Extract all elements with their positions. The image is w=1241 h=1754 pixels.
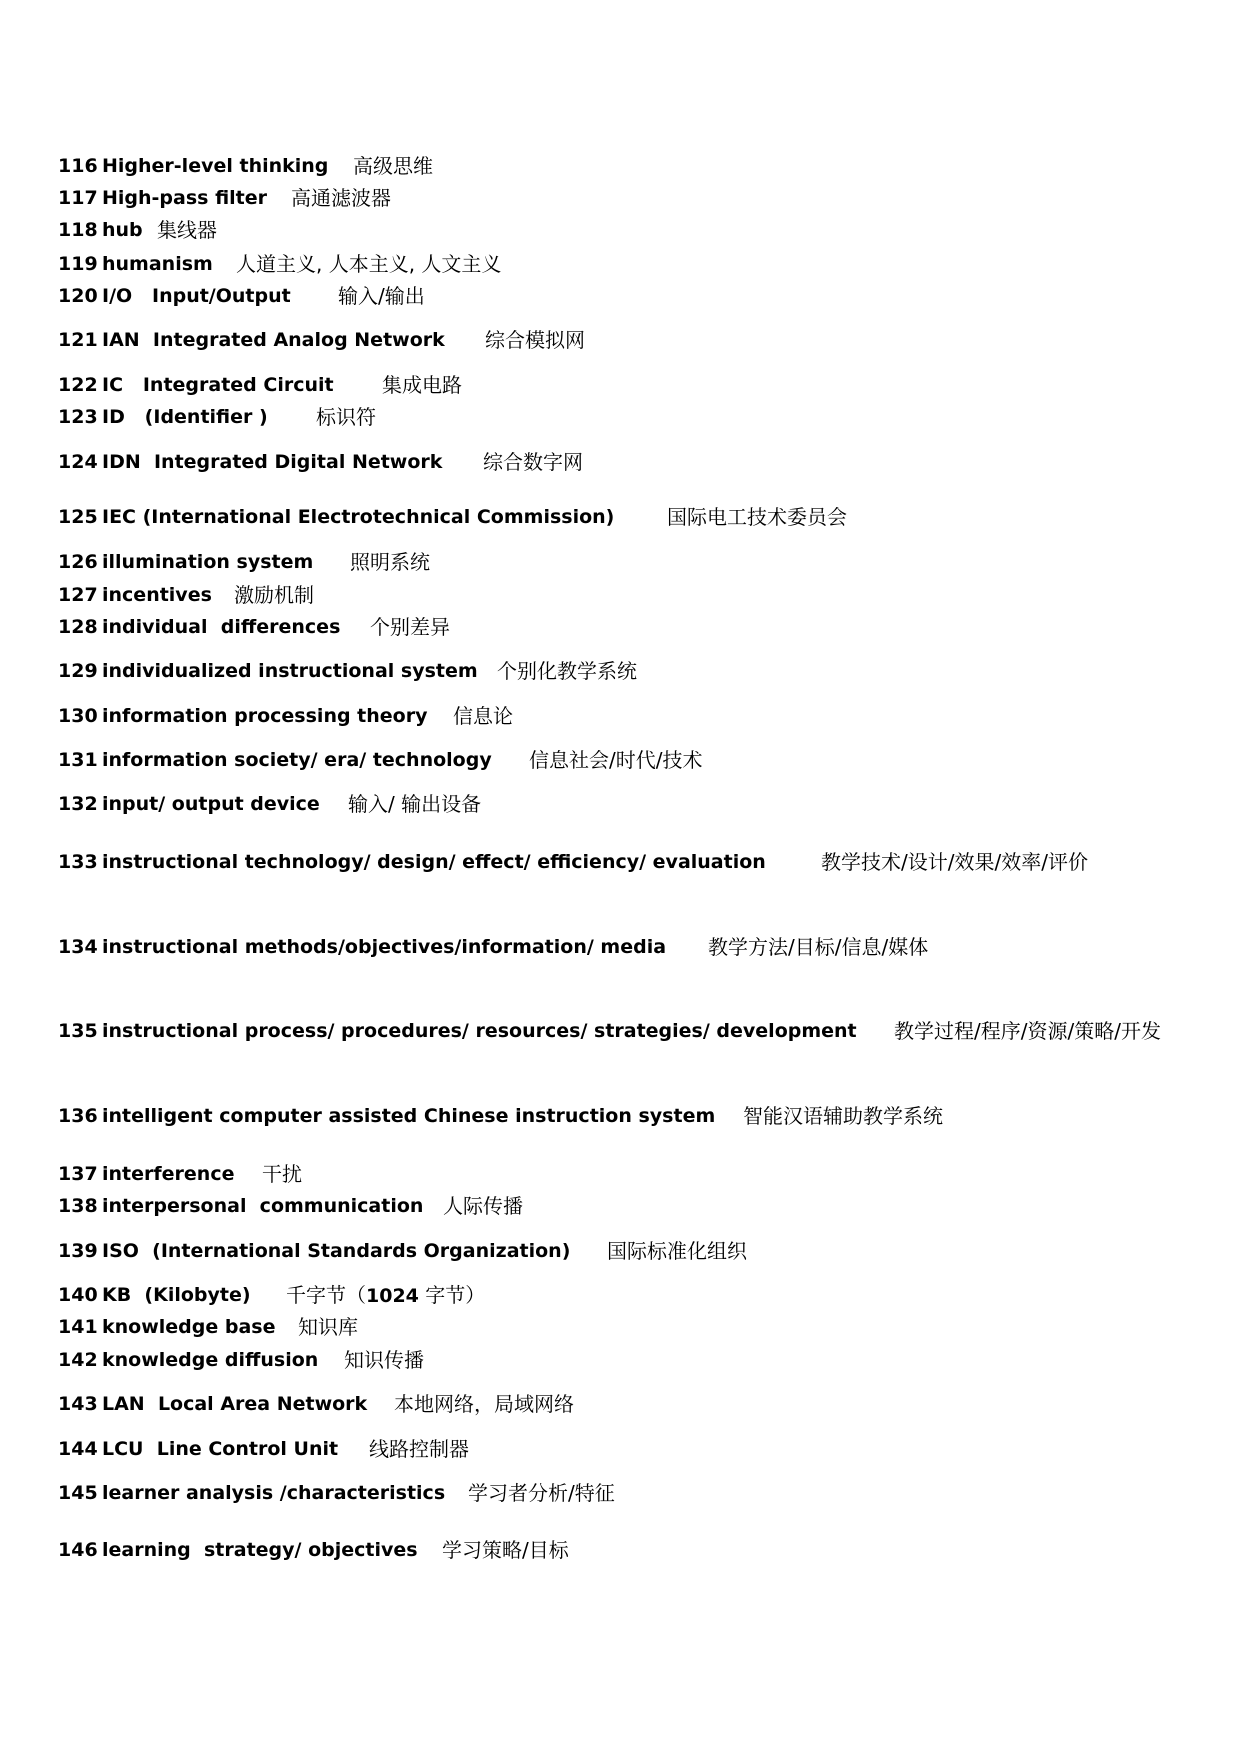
glossary-entry [0, 450, 1241, 474]
glossary-entry [0, 284, 1241, 308]
entry-number: 138 [58, 1195, 98, 1217]
entry-translation: 学习策略/目标 [442, 1538, 569, 1562]
translation-part: 千字节（ [286, 1283, 366, 1307]
entry-number: 120 [58, 285, 98, 307]
glossary-entry [0, 154, 1241, 178]
entry-translation: 综合模拟网 [485, 328, 585, 352]
entry-term: High-pass filter [102, 187, 268, 209]
entry-translation: 国际标准化组织 [607, 1239, 747, 1263]
entry-term: I/O Input/Output [102, 285, 291, 307]
entry-translation: 高通滤波器 [291, 186, 391, 210]
entry-term: IEC (International Electrotechnical Commission) [102, 506, 615, 528]
glossary-entry [0, 704, 1241, 728]
entry-term: interference [102, 1163, 235, 1185]
entry-number: 140 [58, 1284, 98, 1306]
entry-translation: 综合数字网 [483, 450, 583, 474]
entry-term: interpersonal communication [102, 1195, 424, 1217]
entry-number: 126 [58, 551, 98, 573]
entry-term: instructional technology/ design/ effect/ efficiency/ evaluation [102, 851, 766, 873]
entry-translation: 线路控制器 [369, 1437, 469, 1461]
glossary-entry [0, 252, 1241, 276]
entry-term: information society/ era/ technology [102, 749, 492, 771]
glossary-entry [0, 1239, 1241, 1263]
entry-term: humanism [102, 253, 213, 275]
entry-number: 118 [58, 219, 98, 241]
entry-translation [286, 1283, 485, 1308]
entry-number: 130 [58, 705, 98, 727]
entry-term: knowledge diffusion [102, 1349, 319, 1371]
glossary-entry [0, 1104, 1241, 1128]
glossary-entry [0, 186, 1241, 210]
entry-translation: 本地网络，局域网络 [394, 1392, 574, 1416]
entry-number: 143 [58, 1393, 98, 1415]
entry-term: Higher-level thinking [102, 155, 329, 177]
entry-term: information processing theory [102, 705, 428, 727]
entry-number: 128 [58, 616, 98, 638]
entry-translation: 知识传播 [344, 1348, 424, 1372]
entry-translation: 国际电工技术委员会 [667, 505, 847, 529]
entry-number: 119 [58, 253, 98, 275]
entry-translation: 激励机制 [234, 583, 314, 607]
glossary-entry [0, 1437, 1241, 1461]
entry-number: 135 [58, 1020, 98, 1042]
entry-translation: 照明系统 [350, 550, 430, 574]
glossary-entry [0, 659, 1241, 683]
glossary-entry [0, 1194, 1241, 1218]
glossary-entry [0, 550, 1241, 574]
glossary-entry [0, 1392, 1241, 1416]
glossary-entry [0, 615, 1241, 639]
entry-translation: 干扰 [262, 1162, 302, 1186]
entry-translation: 学习者分析/特征 [468, 1481, 615, 1505]
entry-term: learner analysis /characteristics [102, 1482, 446, 1504]
entry-translation: 人道主义, 人本主义, 人文主义 [236, 252, 502, 276]
glossary-entry [0, 583, 1241, 607]
entry-translation: 教学过程/程序/资源/策略/开发 [894, 1019, 1161, 1043]
entry-term: KB (Kilobyte) [102, 1284, 251, 1306]
entry-number: 137 [58, 1163, 98, 1185]
entry-number: 123 [58, 406, 98, 428]
entry-translation: 输入/ 输出设备 [348, 792, 482, 816]
glossary-entry [0, 935, 1241, 959]
glossary-entry [0, 405, 1241, 429]
entry-translation: 集线器 [157, 218, 217, 242]
entry-term: individualized instructional system [102, 660, 478, 682]
entry-number: 139 [58, 1240, 98, 1262]
glossary-entry [0, 218, 1241, 242]
glossary-entry [0, 373, 1241, 397]
entry-term: incentives [102, 584, 212, 606]
entry-term: IC Integrated Circuit [102, 374, 334, 396]
entry-translation: 输入/输出 [338, 284, 425, 308]
entry-number: 127 [58, 584, 98, 606]
entry-translation: 教学方法/目标/信息/媒体 [708, 935, 929, 959]
glossary-entry [0, 850, 1241, 874]
glossary-entry [0, 1481, 1241, 1505]
entry-number: 117 [58, 187, 98, 209]
glossary-entry [0, 1162, 1241, 1186]
entry-number: 116 [58, 155, 98, 177]
entry-translation: 信息论 [453, 704, 513, 728]
entry-term: ID (Identifier ) [102, 406, 268, 428]
entry-number: 122 [58, 374, 98, 396]
glossary-entry [0, 748, 1241, 772]
entry-number: 129 [58, 660, 98, 682]
entry-number: 134 [58, 936, 98, 958]
entry-term: LCU Line Control Unit [102, 1438, 339, 1460]
entry-number: 146 [58, 1539, 98, 1561]
entry-term: hub [102, 219, 143, 241]
entry-term: LAN Local Area Network [102, 1393, 368, 1415]
glossary-entry [0, 1538, 1241, 1562]
translation-number: 1024 [366, 1285, 419, 1307]
entry-number: 142 [58, 1349, 98, 1371]
entry-translation: 高级思维 [353, 154, 433, 178]
entry-number: 133 [58, 851, 98, 873]
entry-translation: 集成电路 [382, 373, 462, 397]
entry-term: intelligent computer assisted Chinese instruction system [102, 1105, 716, 1127]
entry-term: instructional process/ procedures/ resources/ strategies/ development [102, 1020, 857, 1042]
entry-number: 132 [58, 793, 98, 815]
entry-translation: 教学技术/设计/效果/效率/评价 [821, 850, 1088, 874]
entry-term: IAN Integrated Analog Network [102, 329, 445, 351]
glossary-entry [0, 1315, 1241, 1339]
entry-number: 121 [58, 329, 98, 351]
glossary-entry [0, 1019, 1241, 1043]
entry-term: individual differences [102, 616, 341, 638]
entry-translation: 个别化教学系统 [497, 659, 637, 683]
entry-number: 145 [58, 1482, 98, 1504]
entry-number: 144 [58, 1438, 98, 1460]
entry-term: knowledge base [102, 1316, 276, 1338]
entry-translation: 知识库 [298, 1315, 358, 1339]
entry-term: IDN Integrated Digital Network [102, 451, 443, 473]
entry-translation: 信息社会/时代/技术 [529, 748, 703, 772]
entry-number: 125 [58, 506, 98, 528]
glossary-entry [0, 792, 1241, 816]
entry-number: 136 [58, 1105, 98, 1127]
entry-translation: 标识符 [316, 405, 376, 429]
entry-term: ISO (International Standards Organization) [102, 1240, 571, 1262]
entry-translation: 人际传播 [443, 1194, 523, 1218]
entry-translation: 个别差异 [370, 615, 450, 639]
entry-number: 141 [58, 1316, 98, 1338]
glossary-entry [0, 328, 1241, 352]
translation-part: 字节） [418, 1283, 486, 1307]
entry-number: 131 [58, 749, 98, 771]
entry-term: learning strategy/ objectives [102, 1539, 418, 1561]
entry-number: 124 [58, 451, 98, 473]
entry-term: illumination system [102, 551, 314, 573]
glossary-entry [0, 1283, 1241, 1307]
entry-term: input/ output device [102, 793, 320, 815]
glossary-entry [0, 505, 1241, 529]
glossary-entry [0, 1348, 1241, 1372]
entry-translation: 智能汉语辅助教学系统 [743, 1104, 943, 1128]
entry-term: instructional methods/objectives/information/ media [102, 936, 667, 958]
